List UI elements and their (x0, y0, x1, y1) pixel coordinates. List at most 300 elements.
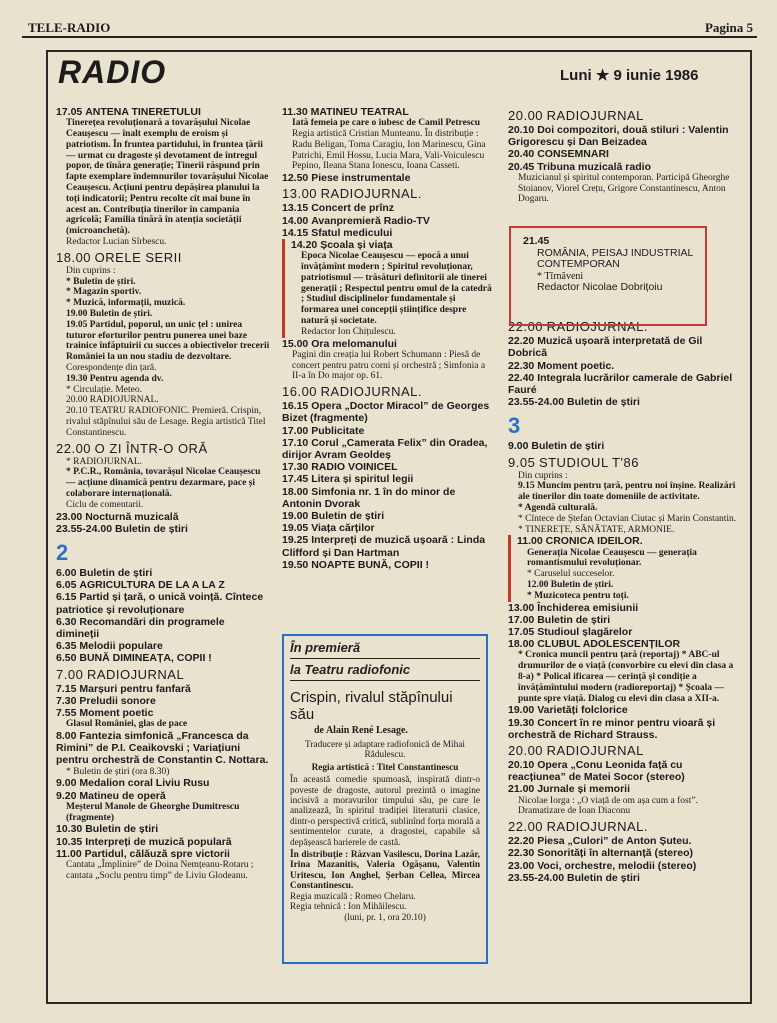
program-entry (56, 848, 270, 882)
program-time: 13.00 (282, 186, 318, 202)
program-title: Preludii sonore (79, 694, 156, 707)
program-title: Buletin de știri (114, 522, 188, 535)
column-1 (56, 106, 270, 882)
program-entry (508, 360, 742, 372)
program-title: Moment poetic. (537, 359, 615, 372)
program-title: Buletin de știri (79, 566, 153, 579)
program-line (282, 473, 494, 485)
program-entry (282, 172, 494, 184)
program-time: 20.10 (508, 124, 535, 136)
program-time: 17.00 (282, 424, 309, 437)
program-time: 14.15 (282, 226, 309, 239)
program-description: * Cîntece de Ștefan Octavian Ciutac și Marin Constantin. (518, 513, 737, 524)
program-entry (508, 335, 742, 359)
program-line (508, 335, 742, 359)
program-description: Din cuprins : (66, 265, 116, 276)
program-description: Tinerețea revoluționară a tovarășului Nicolae Ceaușescu — înalt exemplu de eroism și patriotism. În fruntea partidului, în fruntea țării — urmat cu dragoste și devotament de întregul popor, de tînăra generație; Tinerii răspund prin fapte exemplare îndemnurilor tovarășului Nicolae Ceaușescu. Acțiuni pentru depășirea planului la toți indicatorii; Pentru recolte cît mai bune în acest an. Contribuția tinerilor în campania agricolă; Familia tînără în atenția societății (microanchetă). (66, 118, 269, 237)
program-entry (508, 535, 742, 601)
program-title: NOAPTE BUNĂ, COPII ! (311, 558, 430, 571)
program-entry (508, 835, 742, 847)
program-title: Litera și spiritul legii (311, 473, 414, 486)
program-title: Studioul șlagărelor (537, 626, 633, 638)
program-entry (56, 616, 270, 640)
program-title: Piesa „Culori” de Anton Șuteu. (537, 835, 692, 848)
program-entry (508, 819, 742, 835)
program-entry (508, 440, 742, 452)
program-entry (282, 227, 494, 239)
program-time: 19.00 (282, 510, 309, 522)
program-title: Matineu de operă (79, 789, 166, 802)
column-3 (508, 106, 742, 884)
program-time: 22.30 (508, 847, 535, 860)
program-entry (508, 108, 742, 124)
program-entry (508, 602, 742, 614)
program-time: 10.30 (56, 823, 83, 836)
program-description: 19.00 Buletin de știri. (66, 308, 153, 319)
premiere-music: Regia muzicală : Romeo Chelaru. (290, 891, 416, 902)
program-entry (282, 522, 494, 534)
program-time: 22.00 (56, 440, 92, 456)
premiere-label: În premieră (290, 640, 480, 659)
program-title: Doi compozitori, două stiluri : Valentin Grigorescu și Dan Beizadea (508, 124, 729, 149)
program-title: O ZI ÎNTR-O ORĂ (94, 440, 208, 456)
program-time: 17.05 (56, 106, 83, 118)
program-entry (56, 707, 270, 730)
highlight-title: ROMÂNIA, PEISAJ INDUSTRIAL CONTEMPORAN (537, 246, 693, 270)
program-time: 13.00 (508, 601, 535, 614)
program-time: 9.20 (56, 789, 77, 802)
program-description: * Buletin de știri. (66, 276, 136, 287)
program-entry (56, 823, 270, 835)
program-entry (282, 186, 494, 202)
program-entry (508, 783, 742, 817)
program-time: 22.20 (508, 835, 535, 848)
program-time: 20.45 (508, 160, 535, 173)
program-description: * Circulație. Meteo. (66, 384, 142, 395)
program-entry (56, 777, 270, 789)
program-description: * P.C.R., România, tovarășul Nicolae Ceaușescu — acțiune dinamică pentru dezarmare, pace și colaborare internațională. (66, 467, 261, 499)
program-line (282, 461, 494, 473)
program-title: RADIOJURNAL (546, 108, 644, 123)
day-marker-2: 2 (56, 539, 69, 565)
day-marker-3: 3 (508, 413, 521, 439)
program-line (56, 836, 270, 848)
premiere-box (282, 634, 488, 964)
program-title: RADIOJURNAL. (320, 384, 423, 400)
program-line (56, 640, 270, 652)
highlight-time: 21.45 (523, 235, 550, 247)
program-line (56, 441, 270, 457)
program-time: 22.20 (508, 335, 535, 348)
program-line (56, 616, 270, 640)
program-entry (508, 614, 742, 626)
program-time: 6.35 (56, 640, 77, 653)
program-title: Corul „Camerata Felix” din Oradea, dirijor Avram Geoldeș (282, 436, 488, 461)
program-title: Avanpremieră Radio-TV (311, 214, 430, 227)
program-line (282, 384, 494, 400)
program-entry (56, 511, 270, 523)
program-entry (56, 652, 270, 664)
program-line (282, 227, 494, 239)
program-title: Medalion coral Liviu Rusu (79, 777, 210, 790)
program-entry (282, 473, 494, 485)
program-time: 7.55 (56, 706, 77, 719)
schedule-date: Luni ★ 9 iunie 1986 (560, 67, 699, 84)
program-line (508, 717, 742, 741)
program-entry (56, 591, 270, 615)
program-title: Opera „Conu Leonida față cu reacțiunea” de Matei Socor (stereo) (508, 759, 685, 784)
program-time: 7.00 (56, 666, 84, 682)
program-title: Buletin de știri (311, 510, 385, 522)
program-title: Marșuri pentru fanfară (79, 682, 191, 695)
program-entry (56, 667, 270, 683)
program-entry (508, 704, 742, 716)
program-line (56, 106, 270, 118)
program-title: Sonorități în alternanță (stereo) (537, 847, 693, 860)
program-time: 22.00 (508, 319, 544, 335)
program-line (56, 591, 270, 615)
program-description: 12.00 Buletin de știri. (527, 580, 614, 590)
program-time: 10.35 (56, 835, 83, 848)
program-entry (282, 559, 494, 571)
program-line (282, 172, 494, 184)
program-title: Publicitate (311, 424, 365, 437)
program-line (508, 440, 742, 452)
program-time: 19.30 (508, 716, 535, 729)
program-time: 19.50 (282, 558, 309, 571)
program-time: 18.00 (508, 638, 535, 651)
program-time: 20.00 (508, 743, 544, 758)
program-entry (508, 372, 742, 396)
program-line (56, 707, 270, 719)
program-entry (56, 683, 270, 695)
program-entry (282, 384, 494, 400)
program-description: Iată femeia pe care o iubesc de Camil Petrescu (292, 118, 481, 129)
program-time: 17.10 (282, 436, 309, 449)
program-line (508, 847, 742, 859)
program-line (282, 510, 494, 522)
program-title: RADIOJURNAL. (546, 319, 649, 335)
program-line (56, 250, 270, 266)
program-entry (56, 640, 270, 652)
program-line (508, 396, 742, 408)
program-title: Opera „Doctor Miracol” de Georges Bizet (fragmente) (282, 400, 490, 425)
program-title: RADIOJURNAL (546, 743, 644, 758)
program-line (56, 667, 270, 683)
page-header (22, 14, 757, 38)
program-line (508, 819, 742, 835)
program-time: 23.55-24.00 (508, 871, 565, 884)
program-entry (508, 860, 742, 872)
program-entry (56, 567, 270, 579)
program-entry (282, 425, 494, 437)
program-time: 23.00 (56, 510, 83, 523)
program-line (508, 148, 742, 160)
program-line (508, 108, 742, 124)
program-entry (508, 124, 742, 148)
program-title: RADIOJURNAL. (320, 186, 423, 202)
program-entry (508, 759, 742, 783)
premiere-body: În această comedie spumoasă, inspirată dintr-o poveste de dragoste, autorul prezintă o imagine incisivă a moravurilor timpului său, pe care le analizează, în spiritul tradiției literaturii clasice, dintr-o perspectivă critică, sublinînd forța morală a sentimentelor curate, a dragostei, capabile să depășească barierele de castă. (290, 775, 480, 848)
program-entry (56, 790, 270, 824)
program-time: 14.20 (291, 239, 318, 251)
program-entry (508, 638, 742, 704)
program-description: Generația Nicolae Ceaușescu — generația romantismului revoluționar. (527, 547, 697, 569)
program-entry (282, 239, 494, 338)
program-line (508, 626, 742, 638)
program-line (282, 534, 494, 558)
program-entry (282, 437, 494, 461)
program-line (282, 486, 494, 510)
program-time: 6.05 (56, 579, 77, 592)
program-line (508, 602, 742, 614)
program-time: 11.30 (282, 106, 308, 118)
program-title: Nocturnă muzicală (85, 510, 179, 523)
program-line (56, 848, 270, 860)
program-title: Partid și țară, o unică voință. Cîntece patriotice și revoluționare (56, 591, 264, 616)
program-title: CLUBUL ADOLESCENȚILOR (537, 638, 681, 651)
program-time: 15.00 (282, 337, 309, 350)
program-entry (282, 510, 494, 522)
program-entry (508, 872, 742, 884)
program-title: Piese instrumentale (311, 172, 411, 185)
program-description: * Caruselul succeselor. (527, 569, 615, 580)
program-entry (508, 626, 742, 638)
program-title: BUNĂ DIMINEAȚA, COPII ! (79, 652, 212, 665)
premiere-cast: În distribuție : Răzvan Vasilescu, Dorina Lazăr, Irina Mazanitis, Valeria Ogășanu, Valentin Uritescu, Ion Anghel, Șerban Cellea, Mircea Constantinescu. (290, 850, 480, 892)
program-title: Buletin de știri (537, 613, 611, 626)
program-entry (56, 106, 270, 248)
program-line (508, 743, 742, 759)
program-line (508, 455, 742, 471)
program-title: Varietăți folclorice (537, 704, 628, 717)
program-time: 9.00 (56, 777, 77, 790)
program-line (508, 372, 742, 396)
program-line (508, 783, 742, 795)
program-entry (508, 847, 742, 859)
program-title: Fantezia simfonică „Francesca da Rimini” de P.I. Ceaikovski ; Variațiuni pentru orchestră de Constantin C. Nottara. (56, 729, 269, 767)
program-time: 21.00 (508, 783, 535, 796)
program-line (508, 872, 742, 884)
program-entry (56, 250, 270, 439)
program-time: 17.45 (282, 473, 309, 486)
header-left: TELE-RADIO (28, 20, 111, 35)
premiere-author: de Alain René Lesage. (314, 725, 408, 736)
program-entry (56, 523, 270, 535)
program-entry (508, 743, 742, 759)
program-line (508, 360, 742, 372)
program-title: Viața cărților (311, 522, 375, 535)
program-line (282, 215, 494, 227)
program-line (508, 638, 742, 650)
program-title: Partidul, călăuză spre victorii (84, 847, 230, 860)
program-description: * TINEREȚE, SĂNĂTATE, ARMONIE. (518, 524, 675, 535)
program-time: 17.30 (282, 461, 309, 474)
program-line (56, 567, 270, 579)
program-entry (508, 396, 742, 408)
program-description: * RADIOJURNAL. (66, 456, 142, 467)
program-title: RADIOJURNAL. (546, 819, 649, 835)
highlight-editor: Redactor Nicolae Dobrițoiu (537, 281, 663, 293)
program-title: Muzică ușoară interpretată de Gil Dobrică (508, 335, 703, 360)
program-line (56, 523, 270, 535)
program-time: 23.55-24.00 (56, 522, 113, 535)
program-line (282, 400, 494, 424)
program-description: * Agendă culturală. (518, 503, 598, 514)
program-title: Concert de prînz (311, 202, 395, 215)
program-title: MATINEU TEATRAL (310, 106, 409, 118)
program-time: 22.00 (508, 819, 544, 835)
program-title: Tribuna muzicală radio (537, 160, 651, 173)
program-line (508, 835, 742, 847)
program-time: 16.00 (282, 384, 318, 400)
program-time: 19.00 (508, 704, 535, 717)
program-title: CRONICA IDEILOR. (545, 535, 643, 548)
program-time: 9.00 (508, 440, 529, 453)
program-title: Moment poetic (79, 706, 154, 719)
program-time: 6.50 (56, 652, 77, 665)
program-entry (508, 161, 742, 206)
program-line (56, 683, 270, 695)
program-title: Școala și viața (320, 239, 393, 251)
program-line (291, 239, 494, 251)
program-time: 6.30 (56, 615, 77, 628)
program-title: ANTENA TINERETULUI (85, 106, 201, 118)
program-line (508, 124, 742, 148)
column-2 (282, 106, 494, 571)
program-time: 14.00 (282, 214, 309, 227)
program-title: CONSEMNARI (537, 148, 609, 161)
program-line (282, 522, 494, 534)
program-title: Simfonia nr. 1 în do minor de Antonin Dvorak (282, 485, 456, 510)
program-entry (282, 461, 494, 473)
premiere-play-title: Crispin, rivalul stăpînului său (290, 689, 453, 723)
program-title: RADIO VOINICEL (311, 461, 398, 474)
program-description: Meșterul Manole de Gheorghe Dumitrescu (fragmente) (66, 801, 240, 823)
program-entry (508, 455, 742, 536)
program-title: Interpreți de muzică populară (85, 835, 232, 848)
program-line (508, 759, 742, 783)
program-entry (282, 486, 494, 510)
premiere-adaptation: Traducere și adaptare radiofonică de Mihai Rădulescu. (305, 740, 465, 761)
program-title: STUDIOUL T'86 (538, 454, 639, 470)
program-line (56, 579, 270, 591)
program-time: 6.15 (56, 591, 77, 604)
program-line (56, 652, 270, 664)
program-description: 20.00 RADIOJURNAL. (66, 395, 159, 406)
program-line (282, 338, 494, 350)
program-line (56, 511, 270, 523)
program-time: 22.30 (508, 359, 535, 372)
program-entry (282, 400, 494, 424)
program-description: Redactor Lucian Sîrbescu. (66, 236, 167, 247)
premiere-tech: Regia tehnică : Ion Mihăilescu. (290, 902, 407, 913)
program-entry (508, 148, 742, 160)
program-title: Voci, orchestre, melodii (stereo) (537, 859, 697, 872)
program-line (282, 186, 494, 202)
program-line (282, 202, 494, 214)
program-description: Din cuprins : (518, 470, 568, 481)
program-time: 23.55-24.00 (508, 396, 565, 409)
program-title: Buletin de știri (531, 440, 605, 453)
program-entry (508, 717, 742, 741)
program-time: 7.15 (56, 682, 77, 695)
program-description: Nicolae Iorga : „O viață de om așa cum a fost”. Dramatizare de Ioan Diaconu (518, 795, 698, 817)
premiere-sublabel: la Teatru radiofonic (290, 662, 480, 681)
program-description: 9.15 Muncim pentru țară, pentru noi înșine. Realizări ale tinerilor din toate domeniile de activitate. (518, 481, 736, 503)
program-time: 11.00 (56, 847, 82, 860)
program-time: 22.40 (508, 371, 535, 384)
program-time: 13.15 (282, 202, 309, 215)
program-line (282, 559, 494, 571)
program-entry (56, 441, 270, 511)
program-description: Muzicianul și spiritul contemporan. Participă Gheorghe Stoianov, Viorel Crețu, Grigore Constantinescu, Anton Dogaru. (518, 172, 730, 205)
program-title: RADIOJURNAL (86, 666, 185, 682)
program-line (508, 704, 742, 716)
program-title: Ora melomanului (311, 337, 397, 350)
program-title: Concert în re minor pentru vioară și orchestră de Richard Strauss. (508, 716, 716, 741)
program-time: 7.30 (56, 694, 77, 707)
program-line (282, 106, 494, 118)
program-entry (56, 579, 270, 591)
program-entry (282, 215, 494, 227)
program-line (282, 425, 494, 437)
program-description: Epoca Nicolae Ceaușescu — epocă a unui învățămînt modern ; Spiritul revoluționar, patriotismul — trăsături definitorii ale tinerei generații ; Respectul pentru omul de la catedră ; Studiul disciplinelor fundamentale și formarea unei concepții științifice despre natură și societate. (301, 251, 492, 326)
program-entry (56, 695, 270, 707)
program-description: Redactor Ion Chițulescu. (301, 326, 396, 337)
program-time: 17.05 (508, 626, 535, 638)
program-description: 19.05 Partidul, poporul, un unic țel : unirea tuturor eforturilor pentru punerea unei baze trainice înfăptuirii cu succes a obiectivelor trecerii României la un nou stadiu de dezvoltare. (66, 319, 270, 363)
program-title: AGRICULTURA DE LA A LA Z (79, 579, 225, 592)
program-title: Buletin de știri (566, 396, 640, 409)
program-description: * Cronica muncii pentru țară (reportaj) * ABC-ul drumurilor de o viață (convorbire cu elevi din clasa a 8-a) * Polical ificarea — cerință și condiție a învățămîntului modern (radioreportaj) * Școala — punte spre viață. Dialog cu elevi din clasa a XII-a. (518, 650, 734, 704)
program-time: 19.05 (282, 522, 309, 535)
program-description: Corespondențe din țară. (66, 362, 157, 373)
program-time: 19.25 (282, 534, 309, 547)
program-title: Jurnale și memorii (537, 783, 630, 796)
program-entry (282, 534, 494, 558)
program-line (508, 614, 742, 626)
program-time: 12.50 (282, 172, 309, 185)
program-line (56, 777, 270, 789)
program-description: * Magazin sportiv. (66, 287, 142, 298)
program-title: Buletin de știri (566, 871, 640, 884)
program-time: 6.00 (56, 566, 77, 579)
program-line (508, 860, 742, 872)
program-title: Integrala lucrărilor camerale de Gabriel Fauré (508, 371, 733, 397)
premiere-when: (luni, pr. 1, ora 20.10) (344, 912, 426, 923)
program-description: Regia artistică Cristian Munteanu. În distribuție : Radu Beligan, Toma Caragiu, Ion Marinescu, Gina Patrichi, Emil Hossu, Lucia Mara, Vali-Voiculescu Pepino, Ileana Stana Ionescu, Ioana Casseti. (292, 129, 486, 172)
program-time: 16.15 (282, 400, 309, 413)
program-time: 18.00 (282, 485, 309, 498)
program-description: 19.30 Pentru agenda dv. (66, 373, 164, 384)
program-time: 8.00 (56, 729, 77, 742)
program-description: Glasul României, glas de pace (66, 719, 188, 730)
program-time: 23.00 (508, 859, 535, 872)
highlight-sub: * Tîrnăveni (537, 270, 584, 282)
program-time: 11.00 (517, 535, 543, 548)
program-title: Interpreți de muzică ușoară : Linda Clifford și Dan Hartman (282, 534, 486, 559)
program-time: 17.00 (508, 613, 535, 626)
premiere-direction: Regia artistică : Titel Constantinescu (311, 762, 459, 773)
program-entry (56, 730, 270, 777)
program-time: 20.10 (508, 759, 535, 771)
program-description: Ciclu de comentarii. (66, 499, 144, 510)
program-title: Sfatul medicului (311, 226, 393, 239)
program-entry (282, 106, 494, 172)
program-line (56, 730, 270, 767)
program-line (517, 535, 742, 547)
